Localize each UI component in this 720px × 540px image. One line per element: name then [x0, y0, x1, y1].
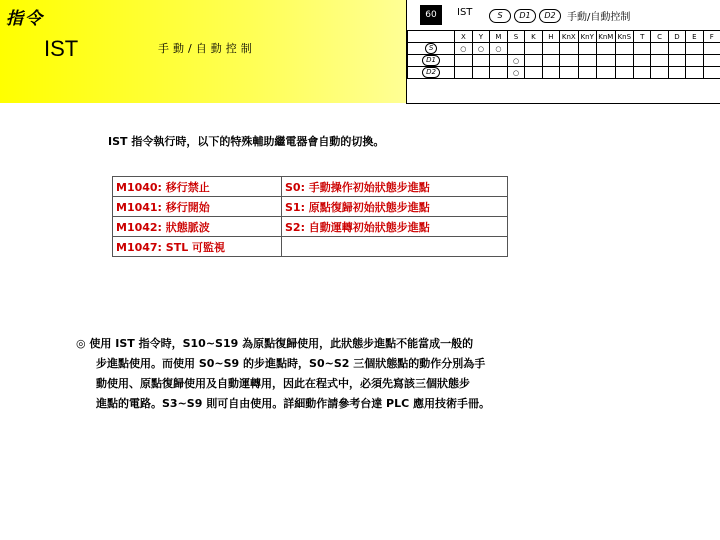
device-cell: [525, 67, 542, 79]
device-cell: [686, 43, 703, 55]
device-cell: [542, 43, 559, 55]
device-cell: [525, 43, 542, 55]
device-column-header: KnS: [615, 31, 633, 43]
usage-note: [76, 334, 586, 414]
device-cell: [490, 55, 508, 67]
relay-flag-cell: M1047: STL 可監視: [113, 237, 282, 257]
device-cell: ○: [507, 55, 525, 67]
device-cell: [507, 43, 525, 55]
device-cell: [651, 43, 668, 55]
operand-d2: D2: [539, 9, 561, 23]
device-cell: [634, 43, 651, 55]
device-cell: [455, 67, 473, 79]
instruction-mnemonic: IST: [44, 36, 79, 61]
spec-function-name: 手動/自動控制: [567, 12, 631, 23]
device-column-header: M: [490, 31, 508, 43]
device-cell: [472, 67, 490, 79]
intro-text: IST 指令執行時，以下的特殊輔助繼電器會自動的切換。: [108, 135, 385, 148]
relay-row: [113, 217, 508, 237]
device-cell: [472, 55, 490, 67]
device-cell: ○: [455, 43, 473, 55]
operand-row: [408, 55, 720, 67]
device-cell: [578, 67, 596, 79]
api-number: 60: [420, 5, 442, 25]
relay-flag-cell: M1041: 移行開始: [113, 197, 282, 217]
operand-row-label: [408, 67, 455, 79]
operand-d1: D1: [514, 9, 536, 23]
device-column-header: T: [634, 31, 651, 43]
device-column-header: Y: [472, 31, 490, 43]
device-cell: [560, 55, 578, 67]
device-cell: [525, 55, 542, 67]
device-column-header: KnY: [578, 31, 596, 43]
spec-title-row: [407, 0, 720, 31]
device-column-header: K: [525, 31, 542, 43]
device-cell: [668, 55, 685, 67]
state-step-cell: S2: 自動運轉初始狀態步進點: [282, 217, 508, 237]
special-relay-table: [112, 176, 508, 257]
device-cell: [615, 55, 633, 67]
note-line: 步進點使用。而使用 S0~S9 的步進點時，S0~S2 三個狀態點的動作分別為手: [96, 357, 486, 370]
device-cell: [490, 67, 508, 79]
device-cell: [651, 55, 668, 67]
device-cell: ○: [490, 43, 508, 55]
device-column-header: F: [703, 31, 720, 43]
device-column-header: X: [455, 31, 473, 43]
device-cell: [703, 67, 720, 79]
spec-mnemonic: IST: [457, 7, 473, 18]
device-column-header: D: [668, 31, 685, 43]
device-cell: [686, 67, 703, 79]
operand-label: S: [425, 43, 437, 54]
device-cell: [455, 55, 473, 67]
device-cell: ○: [507, 67, 525, 79]
operand-row-label: [408, 43, 455, 55]
instruction-spec-box: [406, 0, 720, 104]
operand-row-label: [408, 55, 455, 67]
device-column-header: KnM: [598, 32, 614, 41]
device-cell: [542, 67, 559, 79]
device-cell: [634, 67, 651, 79]
operand-row: [408, 43, 720, 55]
device-column-header: S: [507, 31, 525, 43]
device-cell: [560, 67, 578, 79]
operand-s: S: [489, 9, 511, 23]
device-column-header: E: [686, 31, 703, 43]
device-cell: [615, 43, 633, 55]
device-cell: [596, 55, 615, 67]
note-line: ◎ 使用 IST 指令時，S10~S19 為原點復歸使用，此狀態步進點不能當成一般的: [76, 337, 474, 350]
device-cell: [542, 55, 559, 67]
device-cell: [703, 43, 720, 55]
table-corner: [408, 31, 455, 43]
relay-row: [113, 237, 508, 257]
relay-row: [113, 197, 508, 217]
device-cell: [596, 67, 615, 79]
device-column-header: KnX: [560, 31, 578, 43]
device-cell: [651, 67, 668, 79]
device-cell: [686, 55, 703, 67]
operand-label: D2: [422, 67, 440, 78]
note-line: 進點的電路。S3~S9 則可自由使用。詳細動作請參考台達 PLC 應用技術手冊。: [96, 397, 490, 410]
device-cell: [703, 55, 720, 67]
relay-row: [113, 177, 508, 197]
relay-flag-cell: M1040: 移行禁止: [113, 177, 282, 197]
device-cell: [615, 67, 633, 79]
device-cell: [596, 43, 615, 55]
device-cell: [578, 43, 596, 55]
operand-row: [408, 67, 720, 79]
state-step-cell: [282, 237, 508, 257]
device-column-header: H: [542, 31, 559, 43]
device-cell: [634, 55, 651, 67]
note-line: 動使用、原點復歸使用及自動運轉用，因此在程式中，必須先寫該三個狀態步: [96, 377, 470, 390]
device-cell: [560, 43, 578, 55]
device-cell: ○: [472, 43, 490, 55]
device-cell: [668, 43, 685, 55]
state-step-cell: S0: 手動操作初始狀態步進點: [282, 177, 508, 197]
instruction-function: 手動/自動控制: [158, 42, 256, 55]
device-column-header: C: [651, 31, 668, 43]
instruction-label: 指令: [6, 9, 44, 29]
state-step-cell: S1: 原點復歸初始狀態步進點: [282, 197, 508, 217]
relay-flag-cell: M1042: 狀態脈波: [113, 217, 282, 237]
device-cell: [578, 55, 596, 67]
operand-label: D1: [422, 55, 440, 66]
operand-device-table: [407, 30, 720, 79]
device-cell: [668, 67, 685, 79]
